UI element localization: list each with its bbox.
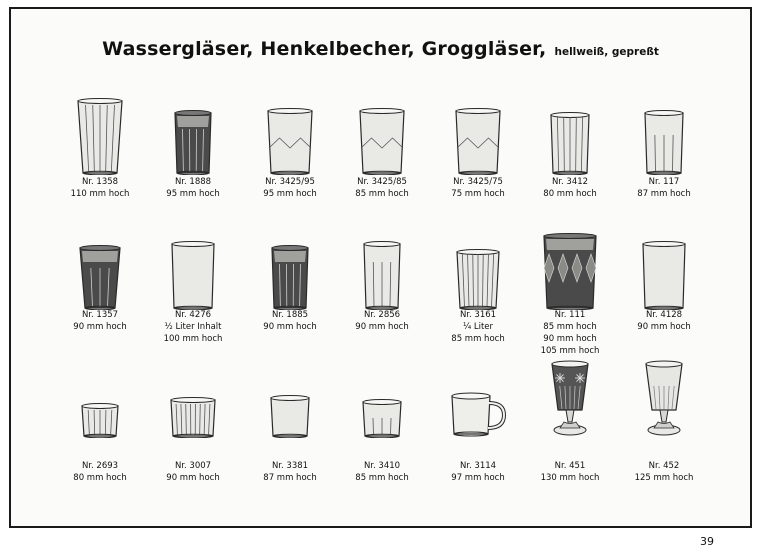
glass-item-nr-3381 bbox=[245, 358, 335, 483]
item-spec: 90 mm hoch bbox=[543, 334, 597, 344]
glass-item-nr-4128 bbox=[619, 230, 709, 332]
item-number: Nr. 1885 bbox=[271, 310, 309, 320]
item-number: Nr. 3114 bbox=[459, 461, 497, 471]
glass-item-nr-1357 bbox=[55, 230, 145, 332]
glass-item-nr-2693 bbox=[55, 358, 145, 483]
item-number: Nr. 3381 bbox=[271, 461, 309, 471]
item-number: Nr. 3425/75 bbox=[453, 177, 503, 187]
glass-illustration bbox=[438, 230, 518, 310]
item-spec: ¼ Liter bbox=[462, 322, 494, 332]
glass-illustration bbox=[530, 95, 610, 175]
item-spec: 97 mm hoch bbox=[451, 473, 505, 483]
item-spec: 87 mm hoch bbox=[637, 189, 691, 199]
glass-illustration bbox=[530, 230, 610, 310]
glass-illustration bbox=[624, 95, 704, 175]
glass-illustration bbox=[530, 358, 610, 438]
glass-illustration bbox=[438, 95, 518, 175]
item-number: Nr. 3425/95 bbox=[265, 177, 315, 187]
glass-illustration bbox=[624, 230, 704, 310]
glass-illustration bbox=[250, 230, 330, 310]
item-spec: 75 mm hoch bbox=[451, 189, 505, 199]
item-number: Nr. 451 bbox=[554, 461, 586, 471]
item-spec: 90 mm hoch bbox=[263, 322, 317, 332]
glass-item-nr-451 bbox=[525, 358, 615, 483]
glass-illustration bbox=[153, 230, 233, 310]
item-number: Nr. 3161 bbox=[459, 310, 497, 320]
glass-illustration bbox=[342, 230, 422, 310]
item-number: Nr. 111 bbox=[554, 310, 586, 320]
item-spec: 90 mm hoch bbox=[355, 322, 409, 332]
item-spec: ½ Liter Inhalt bbox=[164, 322, 222, 332]
item-number: Nr. 3410 bbox=[363, 461, 401, 471]
item-number: Nr. 1358 bbox=[81, 177, 119, 187]
glass-illustration bbox=[153, 95, 233, 175]
item-number: Nr. 4128 bbox=[645, 310, 683, 320]
item-spec: 80 mm hoch bbox=[73, 473, 127, 483]
glass-item-nr-1885 bbox=[245, 230, 335, 332]
glass-illustration bbox=[250, 95, 330, 175]
item-spec: 80 mm hoch bbox=[543, 189, 597, 199]
glass-illustration bbox=[342, 358, 422, 438]
glass-item-nr-117 bbox=[619, 95, 709, 199]
glass-item-nr-3425-85 bbox=[337, 95, 427, 199]
item-spec: 85 mm hoch bbox=[355, 473, 409, 483]
glass-illustration bbox=[250, 358, 330, 438]
glass-item-nr-452 bbox=[619, 358, 709, 483]
title-main: Wassergläser, Henkelbecher, Groggläser, bbox=[102, 38, 547, 60]
item-spec: 85 mm hoch bbox=[543, 322, 597, 332]
item-spec: 85 mm hoch bbox=[355, 189, 409, 199]
glass-item-nr-3425-75 bbox=[433, 95, 523, 199]
item-spec: 87 mm hoch bbox=[263, 473, 317, 483]
glass-illustration bbox=[153, 358, 233, 438]
item-spec: 90 mm hoch bbox=[637, 322, 691, 332]
item-number: Nr. 3425/85 bbox=[357, 177, 407, 187]
item-number: Nr. 1888 bbox=[174, 177, 212, 187]
glass-illustration bbox=[624, 358, 704, 438]
glass-item-nr-4276 bbox=[148, 230, 238, 344]
item-number: Nr. 1357 bbox=[81, 310, 119, 320]
glass-illustration bbox=[438, 358, 518, 438]
item-spec: 110 mm hoch bbox=[70, 189, 130, 199]
item-spec: 95 mm hoch bbox=[263, 189, 317, 199]
item-spec: 105 mm hoch bbox=[540, 346, 600, 356]
item-spec: 130 mm hoch bbox=[540, 473, 600, 483]
glass-illustration bbox=[342, 95, 422, 175]
glass-item-nr-111 bbox=[525, 230, 615, 356]
item-number: Nr. 2693 bbox=[81, 461, 119, 471]
glass-illustration bbox=[60, 230, 140, 310]
glass-item-nr-3114 bbox=[433, 358, 523, 483]
item-spec: 90 mm hoch bbox=[73, 322, 127, 332]
item-number: Nr. 2856 bbox=[363, 310, 401, 320]
title-subtitle: hellweiß, gepreßt bbox=[554, 46, 659, 58]
glass-item-nr-2856 bbox=[337, 230, 427, 332]
item-number: Nr. 452 bbox=[648, 461, 680, 471]
item-number: Nr. 117 bbox=[648, 177, 680, 187]
item-spec: 100 mm hoch bbox=[163, 334, 223, 344]
item-spec: 125 mm hoch bbox=[634, 473, 694, 483]
glass-item-nr-3161 bbox=[433, 230, 523, 344]
glass-item-nr-1888 bbox=[148, 95, 238, 199]
glass-item-nr-3412 bbox=[525, 95, 615, 199]
page-number: 39 bbox=[700, 535, 714, 548]
glass-item-nr-3425-95 bbox=[245, 95, 335, 199]
item-number: Nr. 3412 bbox=[551, 177, 589, 187]
item-spec: 90 mm hoch bbox=[166, 473, 220, 483]
glass-illustration bbox=[60, 358, 140, 438]
page-title bbox=[0, 38, 761, 60]
glass-illustration bbox=[60, 95, 140, 175]
item-number: Nr. 4276 bbox=[174, 310, 212, 320]
item-spec: 85 mm hoch bbox=[451, 334, 505, 344]
glass-item-nr-1358 bbox=[55, 95, 145, 199]
item-number: Nr. 3007 bbox=[174, 461, 212, 471]
glass-item-nr-3410 bbox=[337, 358, 427, 483]
glass-item-nr-3007 bbox=[148, 358, 238, 483]
item-spec: 95 mm hoch bbox=[166, 189, 220, 199]
